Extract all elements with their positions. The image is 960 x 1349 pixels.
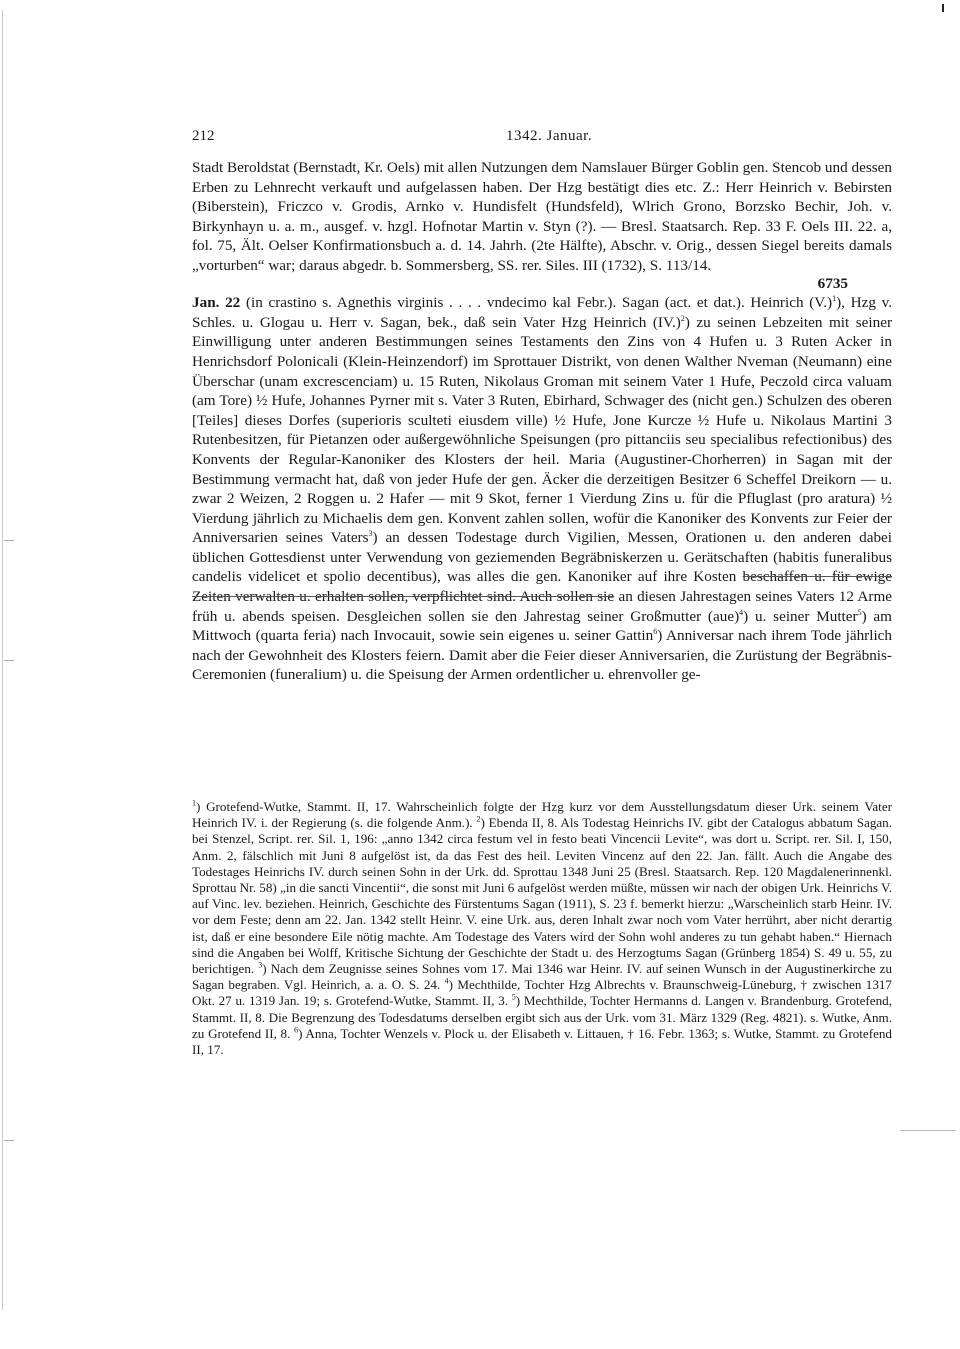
document-text: (in crastino s. Agnethis virginis . . . . vndecimo kal Febr.). Sagan (act. et dat.). Heinrich (V.) [240,294,833,312]
document-number: 6735 [817,274,848,292]
footnote-marker: 3 [258,960,263,970]
footnote-ref[interactable]: 1 [832,294,837,304]
scan-margin-line [2,10,3,1310]
document-text: ) u. seiner Mutter [743,607,858,625]
footnote-marker: 6 [294,1025,299,1035]
footnote-text: ) Ebenda II, 8. Als Todestag Heinrichs IV. gibt der Catalogus abbatum Sagan. bei Stenzel, Script. rer. Sil. 1, 196: „anno 1342 circa festum vel in festo beati Vincencii Levite“, was dort u. Script. rer. Sil. I, 150, Anm. 2, fälschlich mit Juni 8 aufgelöst ist, da das Fest des heil. Leviten Vincenz auf den 22. Jan. fällt. Auch die Angabe des Todestages Heinrichs IV. durch seinen Sohn in der Urk. dd. Sprottau 1348 Juni 25 (Bresl. Staatsarch. Rep. 120 Magdalenerinnenkl. Sprottau Nr. 58) „in die sancti Vincentii“, die sonst mit Juni 6 aufgelöst werden müßte, müssen wir nach der obigen Urk. Heinrichs V. auf Vinc. lev. beziehen. Heinrich, Geschichte des Fürstentums Sagan (1911), S. 23 f. bemerkt hierzu: „Warscheinlich starb Heinr. IV. vor dem Feste; denn am 22. Jan. 1342 stellt Heinr. V. eine Urk. aus, deren Inhalt zwar noch vom Vater herrührt, aber nicht derartig ist, daß er eine besondere Eile nötig machte. Am Todestage des Vaters wird der Sohn wohl anderes zu tun gehabt haben.“ Hiernach sind die Angaben bei Wolff, Kritische Sichtung der Geschichte der Stadt u. des Herzogtums Sagan (Grünberg 1854) S. 49 u. 55, zu berichtigen. [192,815,893,977]
document-text: ) Anniversar nach ihrem Tode jährlich nach der Gewohnheit des Klosters feiern. Damit aber die Feier dieser Anniversarien, die Zurüstung der Begräbnis-Ceremonien (funeralium) u. die Speisung der Armen ordentlicher u. ehrenvoller ge- [192,627,893,684]
document-text: ) am Mittwoch (quarta feria) nach Invocauit, sowie sein eigenes u. seiner Gattin [192,607,892,645]
document-date: Jan. 22 [192,294,241,312]
footnote-text: ) Grotefend-Wutke, Stammt. II, 17. Wahrscheinlich folgte der Hzg kurz vor dem Ausstellungsdatum dieser Urk. seinem Vater Heinrich IV. i. der Regierung (s. die folgende Anm.). [192,799,892,831]
struck-through-text: beschaffen u. für ewige Zeiten verwalten u. erhalten sollen, verpflichtet sind. Auch sollen sie [192,568,892,606]
document-continuation-text: Stadt Beroldstat (Bernstadt, Kr. Oels) mit allen Nutzungen dem Namslauer Bürger Goblin gen. Stencob und dessen Erben zu Lehnrecht verkauft und aufgelassen haben. Der Hzg bestätigt dies etc. Z.: Herr Heinrich v. Bebirsten (Biberstein), Friczco v. Grodis, Arnko v. Hundisfelt (Hundsfeld), Wlrich Grono, Borzsko Bechir, Joh. v. Birkynhayn u. a. m., ausgef. v. hzgl. Hofnotar Martin v. Styn (?). — Bresl. Staatsarch. Rep. 33 F. Oels III. 22. a, fol. 75, Ält. Oelser Konfirmationsbuch a. d. 14. Jahrh. (2te Hälfte), Abschr. v. Orig., dessen Siegel bereits damals „vorturben“ war; daraus abgedr. b. Sommersberg, SS. rer. Siles. III (1732), S. 113/14. [192,159,892,274]
scan-margin-tick [4,1140,14,1141]
footnotes-body [192,799,892,1058]
footnote-marker: 2 [476,814,481,824]
footnote-marker: 5 [511,993,516,1003]
document-continuation [192,158,892,293]
footnote-text: ) Mechthilde, Tochter Hzg Albrechts v. Braunschweig-Lüneburg, † zwischen 1317 Okt. 27 u. 1319 Jan. 19; s. Grotefend-Wutke, Stammt. II, 3. [192,977,892,1009]
document-text: ) zu seinen Lebzeiten mit seiner Einwilligung unter anderen Bestimmungen seines Testaments den Zins von 4 Hufen u. 3 Ruten Acker in Henrichsdorf Polonicali (Klein-Heinzendorf) im Sprottauer Distrikt, von denen Walther Nveman (Neumann) eine Überschar (unam excrescenciam) u. 15 Ruten, Nikolaus Groman mit seinem Vater 1 Hufe, Peczold circa valuam (am Tore) ½ Hufe, Johannes Pyrner mit s. Vater 3 Ruten, Ebirhard, Schwager des (nicht gen.) Schulzen des oberen [Teiles] dieses Dorfes (superioris sculteti eiusdem ville) ½ Hufe, Jone Kurcze ½ Hufe u. Nikolaus Martini 3 Rutenbesitzen, für Pietanzen oder außergewöhnliche Speisungen (pro pittanciis seu specialibus refectionibus) des Konvents der Regular-Kanoniker des Klosters der heil. Maria (Augustiner-Chorherren) in Sagan mit der Bestimmung vermacht hat, daß von jeder Hufe der gen. Äcker die derzeitigen Besitzer 6 Scheffel Dreikorn — u. zwar 2 Weizen, 2 Roggen u. 2 Hafer — mit 9 Skot, ferner 1 Vierdung Zins u. für die Pfluglast (pro aratura) ½ Vierdung jährlich zu Michaelis dem gen. Konvent zahlen sollen, wofür die Kanoniker des Konvents zur Feier der Anniversarien seines Vaters [192,313,892,547]
document-text: ), Hzg v. Schles. u. Glogau u. Herr v. Sagan, bek., daß sein Vater Hzg Heinrich (IV.) [192,294,893,331]
footnotes [192,799,892,1058]
footnote-ref[interactable]: 5 [857,607,862,617]
scan-edge-rule [900,1130,956,1131]
footnote-ref[interactable]: 4 [739,607,744,617]
footnote-marker: 4 [444,976,449,986]
running-title: 1342. Januar. [506,128,593,144]
footnote-marker: 1 [192,798,196,808]
document-text: ) an dessen Todestage durch Vigilien, Messen, Orationen u. den anderen dabei üblichen Gottesdienst unter Verwendung von geziemenden Begräbniskerzen u. Gerätschaften (habitis funeralibus candelis videlicet et spolio decentibus), was alles die gen. Kanoniker auf ihre Kosten [192,529,892,586]
page-header [192,128,892,148]
scan-margin-tick [4,660,14,661]
footnote-ref[interactable]: 2 [680,313,685,323]
main-text [192,158,892,685]
footnote-text: ) Anna, Tochter Wenzels v. Plock u. der Elisabeth v. Littauen, † 16. Febr. 1363; s. Wutke, Stammt. zu Grotefend II, 17. [192,1025,892,1058]
footnote-ref[interactable]: 6 [653,627,658,637]
footnote-text: ) Nach dem Zeugnisse seines Sohnes vom 17. Mai 1346 war Heinr. IV. auf seinen Wunsch in der Augustinerkirche zu Sagan begraben. Vgl. Heinrich, a. a. O. S. 24. [192,961,892,993]
document-text: an diesen Jahrestagen seines Vaters 12 Arme früh u. abends speisen. Desgleichen sollen sie den Jahrestag seiner Großmutter (aue) [192,588,893,625]
footnote-ref[interactable]: 3 [368,529,373,539]
scan-corner-mark [942,4,952,12]
page-number: 212 [192,128,215,144]
document-entry [192,293,892,685]
footnote-text: ) Mechthilde, Tochter Hermanns d. Langen v. Brandenburg. Grotefend, Stammt. II, 8. Die Begrenzung des Todesdatums derselben ergibt sich aus der Urk. vom 31. März 1329 (Reg. 4821). s. Wutke, Anm. zu Grotefend II, 8. [192,993,892,1041]
scan-margin-tick [4,540,14,541]
